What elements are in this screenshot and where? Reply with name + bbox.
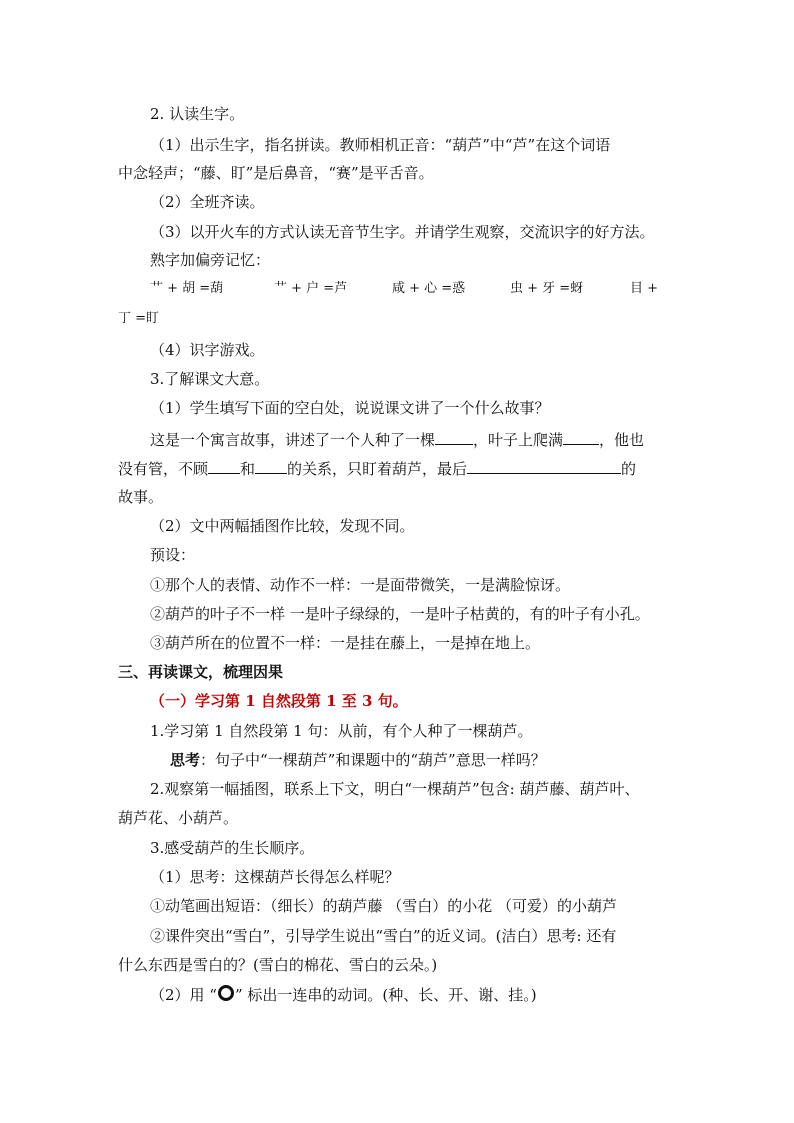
paragraph-line: 2.观察第一幅插图，联系上下文，明白“一棵葫芦”包含: 葫芦藤、葫芦叶、 bbox=[150, 780, 640, 798]
paragraph-line: ①那个人的表情、动作不一样：一是面带微笑，一是满脸惊讶。 bbox=[150, 576, 571, 594]
verb-marking-line: （2）用 “ ” 标出一连串的动词。(种、长、开、谢、挂。) bbox=[150, 986, 537, 1004]
subsection-heading: （一）学习第 1 自然段第 1 至 3 句。 bbox=[150, 692, 408, 710]
formula-huo: 咸 + 心 =惑 bbox=[392, 281, 466, 296]
paragraph-line: （2）文中两幅插图作比较，发现不同。 bbox=[150, 517, 415, 535]
paragraph-line: （4）识字游戏。 bbox=[150, 341, 265, 359]
section-heading: 三、再读课文，梳理因果 bbox=[118, 663, 284, 681]
paragraph-line: 预设： bbox=[150, 546, 196, 564]
paragraph-line: ③葫芦所在的位置不一样：一是挂在藤上，一是掉在地上。 bbox=[150, 634, 541, 652]
formula-lu: 艹 + 户 =芦 bbox=[274, 281, 348, 296]
formula-ya: 虫 + 牙 =蚜 bbox=[510, 281, 584, 296]
blank-field[interactable] bbox=[435, 428, 473, 445]
paragraph-line: ②课件突出“雪白”，引导学生说出“雪白”的近义词。(洁白）思考: 还有 bbox=[150, 927, 617, 945]
paragraph-line: ②葫芦的叶子不一样 一是叶子绿绿的，一是叶子枯黄的，有的叶子有小孔。 bbox=[150, 605, 650, 623]
blank-field[interactable] bbox=[467, 457, 621, 474]
blank-field[interactable] bbox=[208, 457, 240, 474]
paragraph-line: 中念轻声；“藤、盯”是后鼻音，“赛”是平舌音。 bbox=[118, 164, 434, 182]
fill-in-line-2: 没有管，不顾 和 的关系，只盯着葫芦，最后 的 bbox=[118, 457, 636, 479]
formula-hulu-hu: 艹 + 胡 =葫 bbox=[150, 281, 224, 296]
paragraph-line: （2）全班齐读。 bbox=[150, 193, 265, 211]
paragraph-line: （1）学生填写下面的空白处，说说课文讲了一个什么故事？ bbox=[150, 399, 550, 417]
paragraph-line: （3）以开火车的方式认读无音节生字。并请学生观察，交流识字的好方法。 bbox=[150, 223, 655, 241]
blank-field[interactable] bbox=[563, 428, 599, 445]
blank-field[interactable] bbox=[255, 457, 287, 474]
item-2-heading: 2. 认读生字。 bbox=[150, 105, 245, 123]
paragraph-line: 3.感受葫芦的生长顺序。 bbox=[150, 839, 315, 857]
think-question: 思考：句子中“一棵葫芦”和课题中的“葫芦”意思一样吗？ bbox=[170, 751, 546, 769]
paragraph-line: ①动笔画出短语：（细长）的葫芦藤 （雪白）的小花 （可爱）的小葫芦 bbox=[150, 897, 618, 915]
paragraph-line: 1.学习第 1 自然段第 1 句：从前，有个人种了一棵葫芦。 bbox=[150, 722, 533, 740]
paragraph-line: 葫芦花、小葫芦。 bbox=[118, 809, 239, 827]
paragraph-line: （1）思考：这棵葫芦长得怎么样呢？ bbox=[150, 868, 400, 886]
paragraph-line: 故事。 bbox=[118, 488, 164, 506]
circle-mark-icon bbox=[218, 985, 234, 1001]
item-3-heading: 3.了解课文大意。 bbox=[150, 370, 270, 388]
paragraph-line: 熟字加偏旁记忆： bbox=[150, 251, 271, 269]
formula-ding-start: 目 + bbox=[630, 281, 659, 296]
fill-in-line-1: 这是一个寓言故事，讲述了一个人种了一棵 ，叶子上爬满 ，他也 bbox=[150, 428, 644, 450]
formula-ding-end: 丁 =盯 bbox=[118, 311, 160, 326]
paragraph-line: （1）出示生字，指名拼读。教师相机正音：“葫芦”中“芦”在这个词语 bbox=[150, 136, 611, 154]
paragraph-line: 什么东西是雪白的？(雪白的棉花、雪白的云朵。) bbox=[118, 956, 438, 974]
